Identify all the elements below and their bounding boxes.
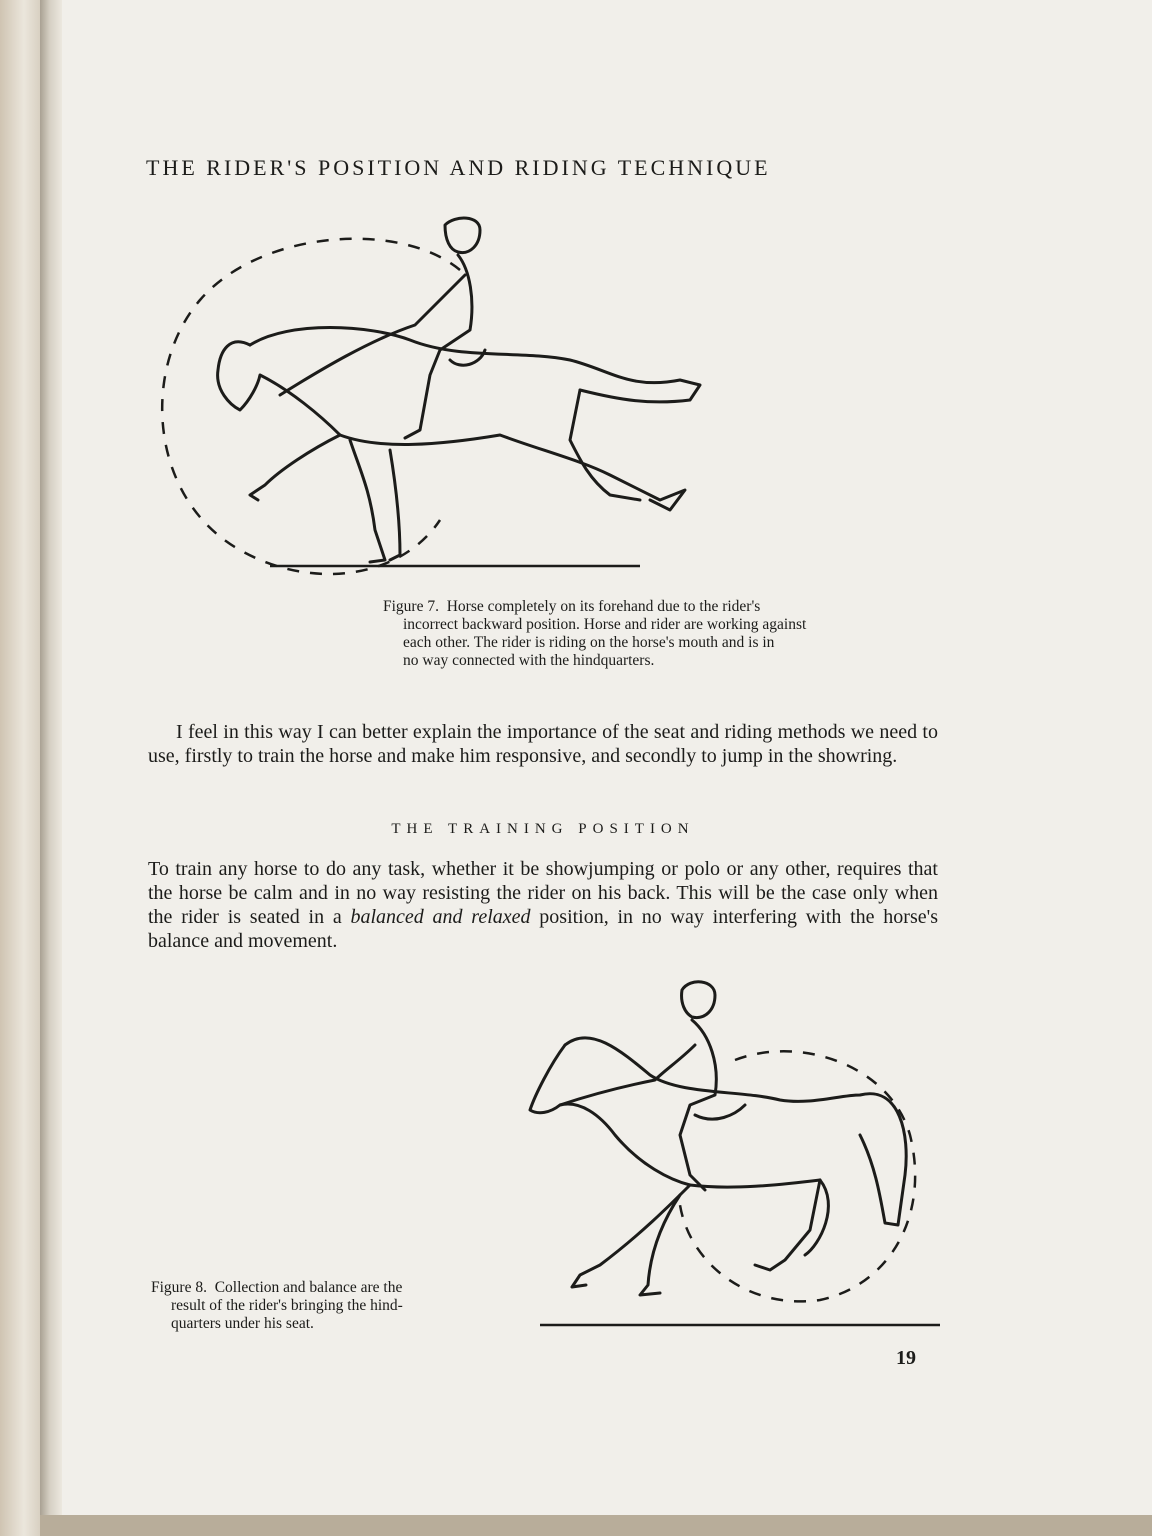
paragraph-2-text-after: position, in no way interfering with the horse's balance and movement. — [148, 906, 939, 952]
figure-7-label: Figure 7. — [383, 598, 439, 615]
figure-8-caption — [151, 1279, 521, 1333]
figure-7-foreleg — [250, 435, 340, 500]
figure-8-caption-line-1: Collection and balance are the — [214, 1279, 403, 1296]
page-bottom-edge — [40, 1515, 1152, 1536]
figure-8-label: Figure 8. — [151, 1279, 207, 1296]
figure-7-horse-outline — [250, 328, 700, 402]
page-number: 19 — [896, 1347, 916, 1369]
figure-7-caption-line-4: no way connected with the hindquarters. — [403, 652, 655, 669]
figure-7-rider — [445, 218, 480, 253]
figure-7-caption-line-1: Horse completely on its forehand due to the rider's — [446, 598, 761, 615]
paragraph-2-emphasis: balanced and relaxed — [350, 906, 531, 928]
figure-7-illustration — [140, 200, 720, 580]
figure-8-horse-outline — [530, 1045, 820, 1187]
paragraph-1 — [148, 720, 938, 768]
facing-page-edge — [0, 0, 40, 1536]
figure-8-caption-line-3: quarters under his seat. — [171, 1315, 314, 1332]
figure-8-caption-line-2: result of the rider's bringing the hind- — [171, 1297, 403, 1314]
figure-8-rider — [682, 982, 715, 1018]
paragraph-2 — [148, 857, 938, 953]
figure-7-balance-circle — [162, 239, 460, 574]
paragraph-2-text-before: To train any horse to do any task, whether it be showjumping or polo or any other, requires that the horse be calm and in no way resisting the rider on his back. This will be the case only when the rider is seated in a — [148, 858, 938, 928]
figure-7-caption-line-2: incorrect backward position. Horse and rider are working against — [403, 616, 807, 633]
figure-7-caption — [383, 598, 935, 670]
figure-8-illustration — [520, 965, 940, 1335]
section-title: THE TRAINING POSITION — [391, 821, 695, 837]
figure-7-caption-line-3: each other. The rider is riding on the horse's mouth and is in — [403, 634, 775, 651]
paragraph-1-text: I feel in this way I can better explain the importance of the seat and riding methods we need to use, firstly to train the horse and make him responsive, and secondly to jump in the showring. — [148, 721, 938, 767]
figure-8-foreleg — [572, 1185, 690, 1287]
running-head: THE RIDER'S POSITION AND RIDING TECHNIQUE — [146, 155, 771, 180]
book-gutter — [40, 0, 62, 1536]
